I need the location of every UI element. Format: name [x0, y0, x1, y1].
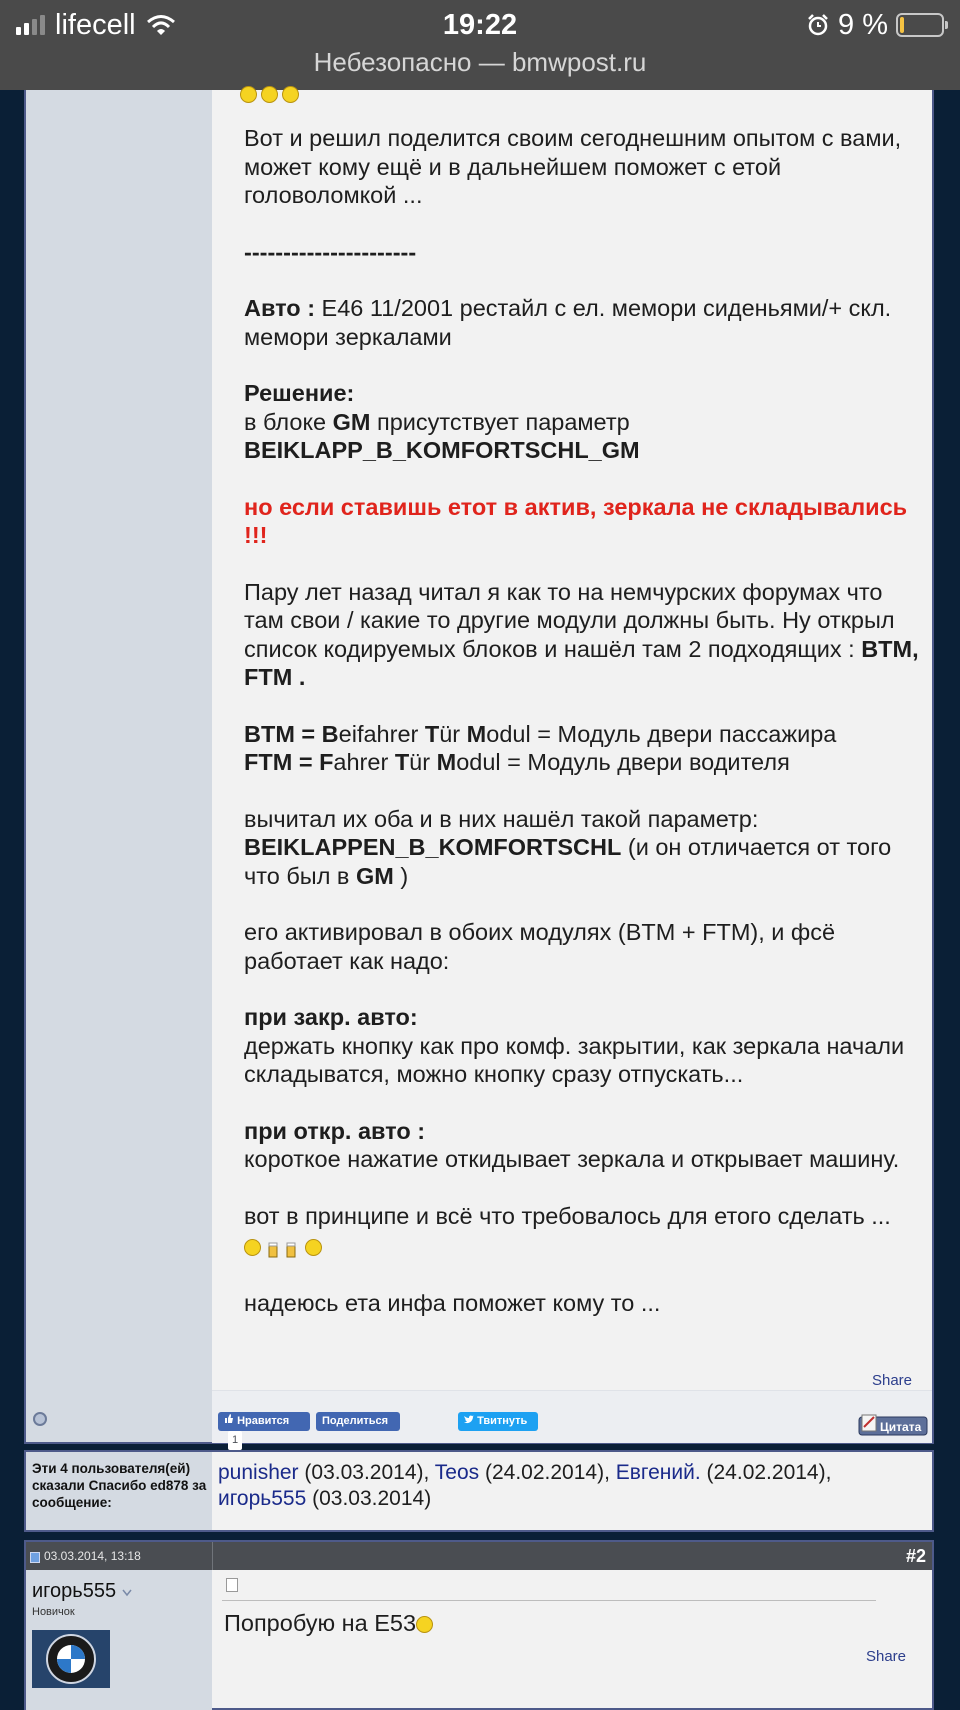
smiley-icon — [416, 1616, 433, 1633]
thanks-user-link[interactable]: игорь555 — [218, 1487, 307, 1510]
smiley-icon — [305, 1239, 322, 1256]
param-name-2: BEIKLAPPEN_B_KOMFORTSCHL — [244, 834, 622, 860]
carrier-name: lifecell — [55, 8, 136, 41]
post-user-sidebar — [26, 90, 213, 1442]
paragraph-hope: надеюсь ета инфа поможет кому то ... — [244, 1289, 661, 1316]
thanks-users: punisher (03.03.2014), Teos (24.02.2014), Евгений. (24.02.2014), игорь555 (03.03.2014) — [218, 1461, 832, 1510]
smiley-icon — [261, 86, 278, 103]
chevron-down-icon — [122, 1589, 132, 1597]
ftm-line: FTM = Fahrer Tür Modul = Модуль двери водителя — [244, 749, 790, 775]
tweet-button[interactable]: Твитнуть — [458, 1412, 538, 1431]
paragraph-all: вот в принципе и всё что требовалось для етого сделать ... — [244, 1202, 891, 1229]
forum-post — [24, 90, 934, 1444]
thumbs-up-icon — [224, 1414, 234, 1424]
thanks-box — [24, 1450, 934, 1532]
facebook-like-button[interactable]: Нравится1 — [218, 1412, 310, 1431]
quote-button[interactable]: Цитата — [858, 1414, 928, 1441]
smiley-icon — [244, 1239, 261, 1256]
paragraph-intro: Вот и решил поделится своим сегоднешним опытом с вами, может кому ещё и в дальнейшем поможет с етой головоломкой ... — [244, 125, 902, 208]
browser-top-bar — [0, 0, 960, 90]
document-icon — [226, 1578, 238, 1592]
thanks-user-link[interactable]: punisher — [218, 1461, 299, 1484]
solution-label: Решение: — [244, 380, 355, 406]
clock: 19:22 — [442, 9, 518, 41]
divider — [222, 1600, 876, 1601]
smiley-icon — [282, 86, 299, 103]
battery-icon — [896, 13, 944, 37]
beer-mug-icon — [286, 1242, 298, 1258]
facebook-share-button[interactable]: Поделиться — [316, 1412, 400, 1431]
username-link[interactable]: игорь555 — [32, 1580, 132, 1603]
share-link[interactable]: Share — [871, 1372, 912, 1389]
post-date: 03.03.2014, 13:18 — [44, 1549, 141, 1563]
divider-text: ---------------------- — [244, 238, 417, 265]
paragraph-activate: его активировал в обоих модулях (BTM + FTM), и фсё работает как надо: — [244, 919, 836, 974]
status-right — [806, 6, 944, 44]
paragraph-years: Пару лет назад читал я как то на немчурских форумах что там свои / какие то другие модули должны быть. Ну открыл список кодируемых блоков и нашёл там 2 подходящих : — [244, 578, 895, 662]
car-text: E46 11/2001 рестайл с ел. мемори сиденьями/+ скл. мемори зеркалами — [244, 295, 892, 350]
post-body — [212, 90, 932, 1390]
car-label: Авто : — [244, 295, 316, 321]
beer-mug-icon — [268, 1242, 280, 1258]
btm-line: BTM = Beifahrer Tür Modul = Модуль двери пассажира — [244, 720, 837, 747]
beer-smileys — [244, 1234, 924, 1263]
share-link[interactable]: Share — [865, 1648, 906, 1665]
smiley-icon — [240, 86, 257, 103]
post-icon — [30, 1552, 40, 1563]
online-status-icon — [33, 1412, 47, 1426]
user-title: Новичок — [32, 1606, 75, 1618]
like-count: 1 — [228, 1431, 242, 1450]
twitter-bird-icon — [464, 1415, 474, 1424]
warning-text: но если ставишь етот в актив, зеркала не складывались !!! — [244, 493, 908, 548]
post-text: Вот и решил поделится своим сегоднешним опытом с вами, может кому ещё и в дальнейшем поможет с етой головоломкой ... ---------------------- Авто : E46 11/2001 рестайл с ел. мемори сиденьями/+ скл. мемори зеркалами Решение: в блоке GM присутствует параметр BEIKLAPP_B_KOMFORTSCHL_GM но если ставишь етот в актив, зеркала не складывались !!! Пару лет назад читал я как то на немчурских форумах что там свои / какие то другие модули должны быть. Ну открыл список кодируемых блоков и нашёл там 2 подходящих : BTM, FTM . BTM = Beifahrer Tür Modul = Модуль двери пассажира FTM = Fahrer Tür Modul = Модуль двери водителя вычитал их оба и в них нашёл такой параметр: BEIKLAPPEN_B_KOMFORTSCHL (и он отличается от того что был в GM ) его активировал в обоих модулях (BTM + FTM), и фсё работает как надо: при закр. авто: держать кнопку как про комф. закрытии, как зеркала начали складыватся, можно кнопку сразу отпускать... при откр. авто : короткое нажатие откидывает зеркала и открывает машину. вот в принципе и всё что требовалось для етого сделать ... надеюсь ета инфа поможет кому то ... — [244, 124, 924, 1345]
bmw-logo-icon — [32, 1630, 110, 1688]
thanks-label: Эти 4 пользователя(ей) сказали Спасибо ed878 за сообщение: — [26, 1452, 212, 1530]
post-number-link[interactable]: #2 — [905, 1546, 926, 1566]
url-bar[interactable]: Небезопасно — bmwpost.ru — [313, 47, 647, 77]
battery-percent: 9 % — [838, 8, 888, 41]
post-text: Попробую на E53 — [224, 1610, 433, 1637]
post-user-sidebar — [26, 1570, 212, 1710]
open-label: при откр. авто : — [244, 1117, 426, 1144]
forum-post-2 — [24, 1540, 934, 1710]
smileys — [240, 86, 299, 103]
thanks-user-link[interactable]: Евгений. — [615, 1461, 701, 1484]
post-header — [26, 1542, 932, 1570]
close-label: при закр. авто: — [244, 1004, 418, 1030]
alarm-icon — [806, 13, 830, 37]
param-name: BEIKLAPP_B_KOMFORTSCHL_GM — [244, 437, 640, 463]
avatar[interactable] — [32, 1630, 110, 1688]
thanks-user-link[interactable]: Teos — [434, 1461, 480, 1484]
